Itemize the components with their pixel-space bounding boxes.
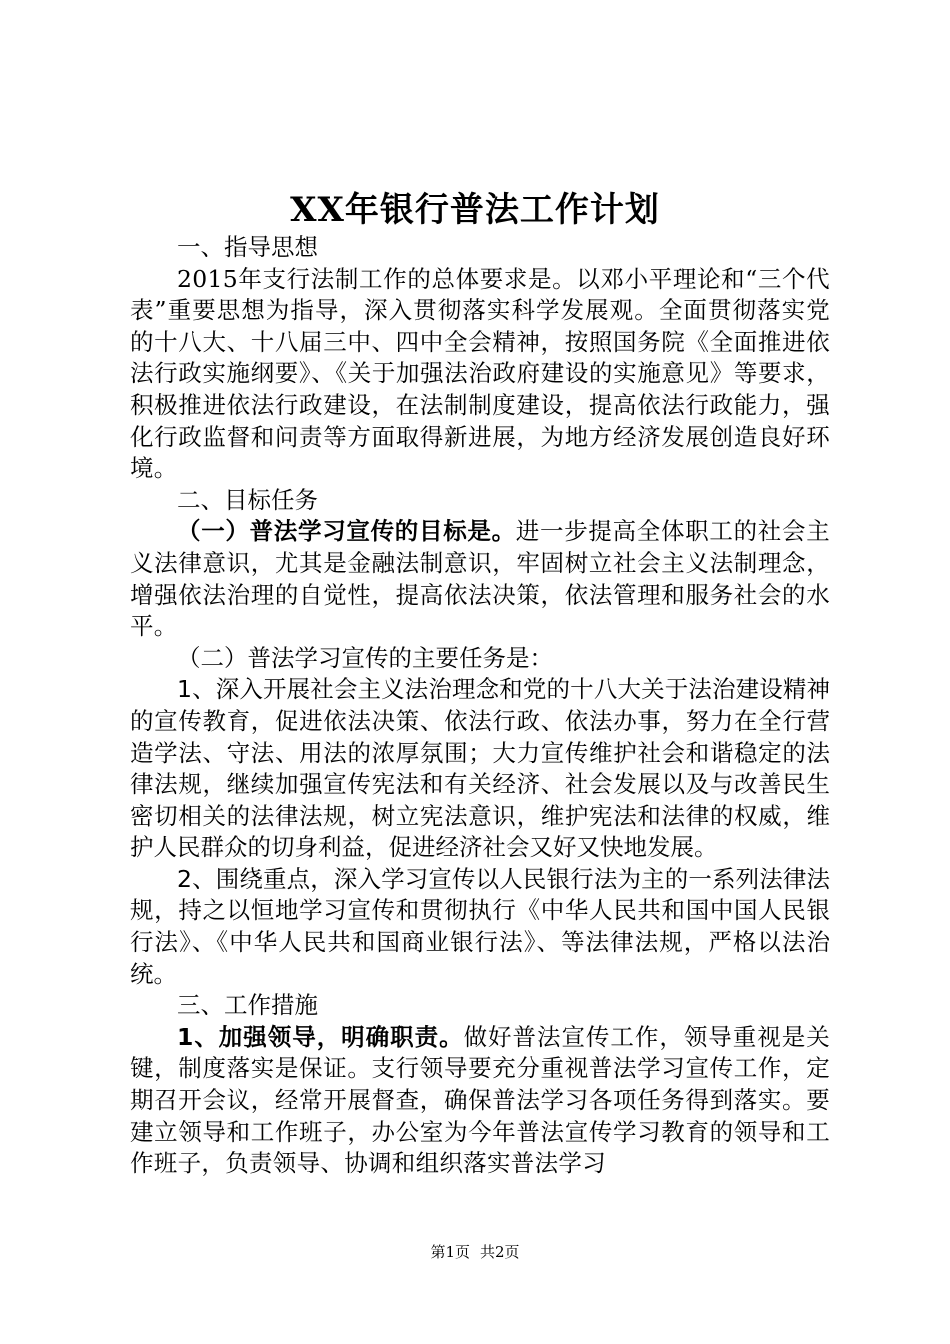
paragraph-task-1: 1、深入开展社会主义法治理念和党的十八大关于法治建设精神的宣传教育，促进依法决策、依法行政、依法办事，努力在全行营造学法、守法、用法的浓厚氛围；大力宣传维护社会和谐稳定的法律法规，继续加强宣传宪法和有关经济、社会发展以及与改善民生密切相关的法律法规，树立宪法意识，维护宪法和法律的权威，维护人民群众的切身利益，促进经济社会又好又快地发展。 bbox=[130, 675, 830, 862]
document-title: XX年银行普法工作计划 bbox=[290, 190, 660, 230]
paragraph-goal bbox=[130, 516, 830, 642]
paragraph-main-tasks-heading: （二）普法学习宣传的主要任务是： bbox=[177, 643, 553, 672]
section-heading-measures: 三、工作措施 bbox=[177, 991, 318, 1020]
paragraph-goal-text: 进一步提高全体职工的社会主义法律意识，尤其是金融法制意识，牢固树立社会主义法制理念，增强依法治理的自觉性，提高依法决策，依法管理和服务社会的水平。 bbox=[130, 517, 830, 641]
paragraph-measure-1-lead: 1、加强领导，明确职责。 bbox=[177, 1022, 464, 1051]
page-footer bbox=[0, 1242, 950, 1262]
paragraph-measure-1 bbox=[130, 1022, 830, 1180]
section-heading-goals-tasks: 二、目标任务 bbox=[177, 485, 318, 514]
section-heading-guiding-ideology: 一、指导思想 bbox=[177, 233, 318, 261]
page-total: 共2页 bbox=[480, 1243, 520, 1261]
document-body bbox=[130, 232, 830, 1180]
paragraph-guiding-ideology: 2015年支行法制工作的总体要求是。以邓小平理论和“三个代表”重要思想为指导，深入贯彻落实科学发展观。全面贯彻落实党的十八大、十八届三中、四中全会精神，按照国务院《全面推进依法行政实施纲要》、《关于加强法治政府建设的实施意见》等要求，积极推进依法行政建设，在法制制度建设，提高依法行政能力，强化行政监督和问责等方面取得新进展，为地方经济发展创造良好环境。 bbox=[130, 264, 830, 483]
page-number: 第1页 bbox=[430, 1243, 470, 1261]
paragraph-task-2: 2、围绕重点，深入学习宣传以人民银行法为主的一系列法律法规，持之以恒地学习宣传和贯彻执行《中华人民共和国中国人民银行法》、《中华人民共和国商业银行法》、等法律法规，严格以法治统。 bbox=[130, 864, 830, 988]
paragraph-measure-1-text: 做好普法宣传工作，领导重视是关键，制度落实是保证。支行领导要充分重视普法学习宣传工作，定期召开会议，经常开展督查，确保普法学习各项任务得到落实。要建立领导和工作班子，办公室为今年普法宣传学习教育的领导和工作班子，负责领导、协调和组织落实普法学习 bbox=[130, 1022, 831, 1178]
paragraph-goal-lead: （一）普法学习宣传的目标是。 bbox=[177, 517, 516, 546]
